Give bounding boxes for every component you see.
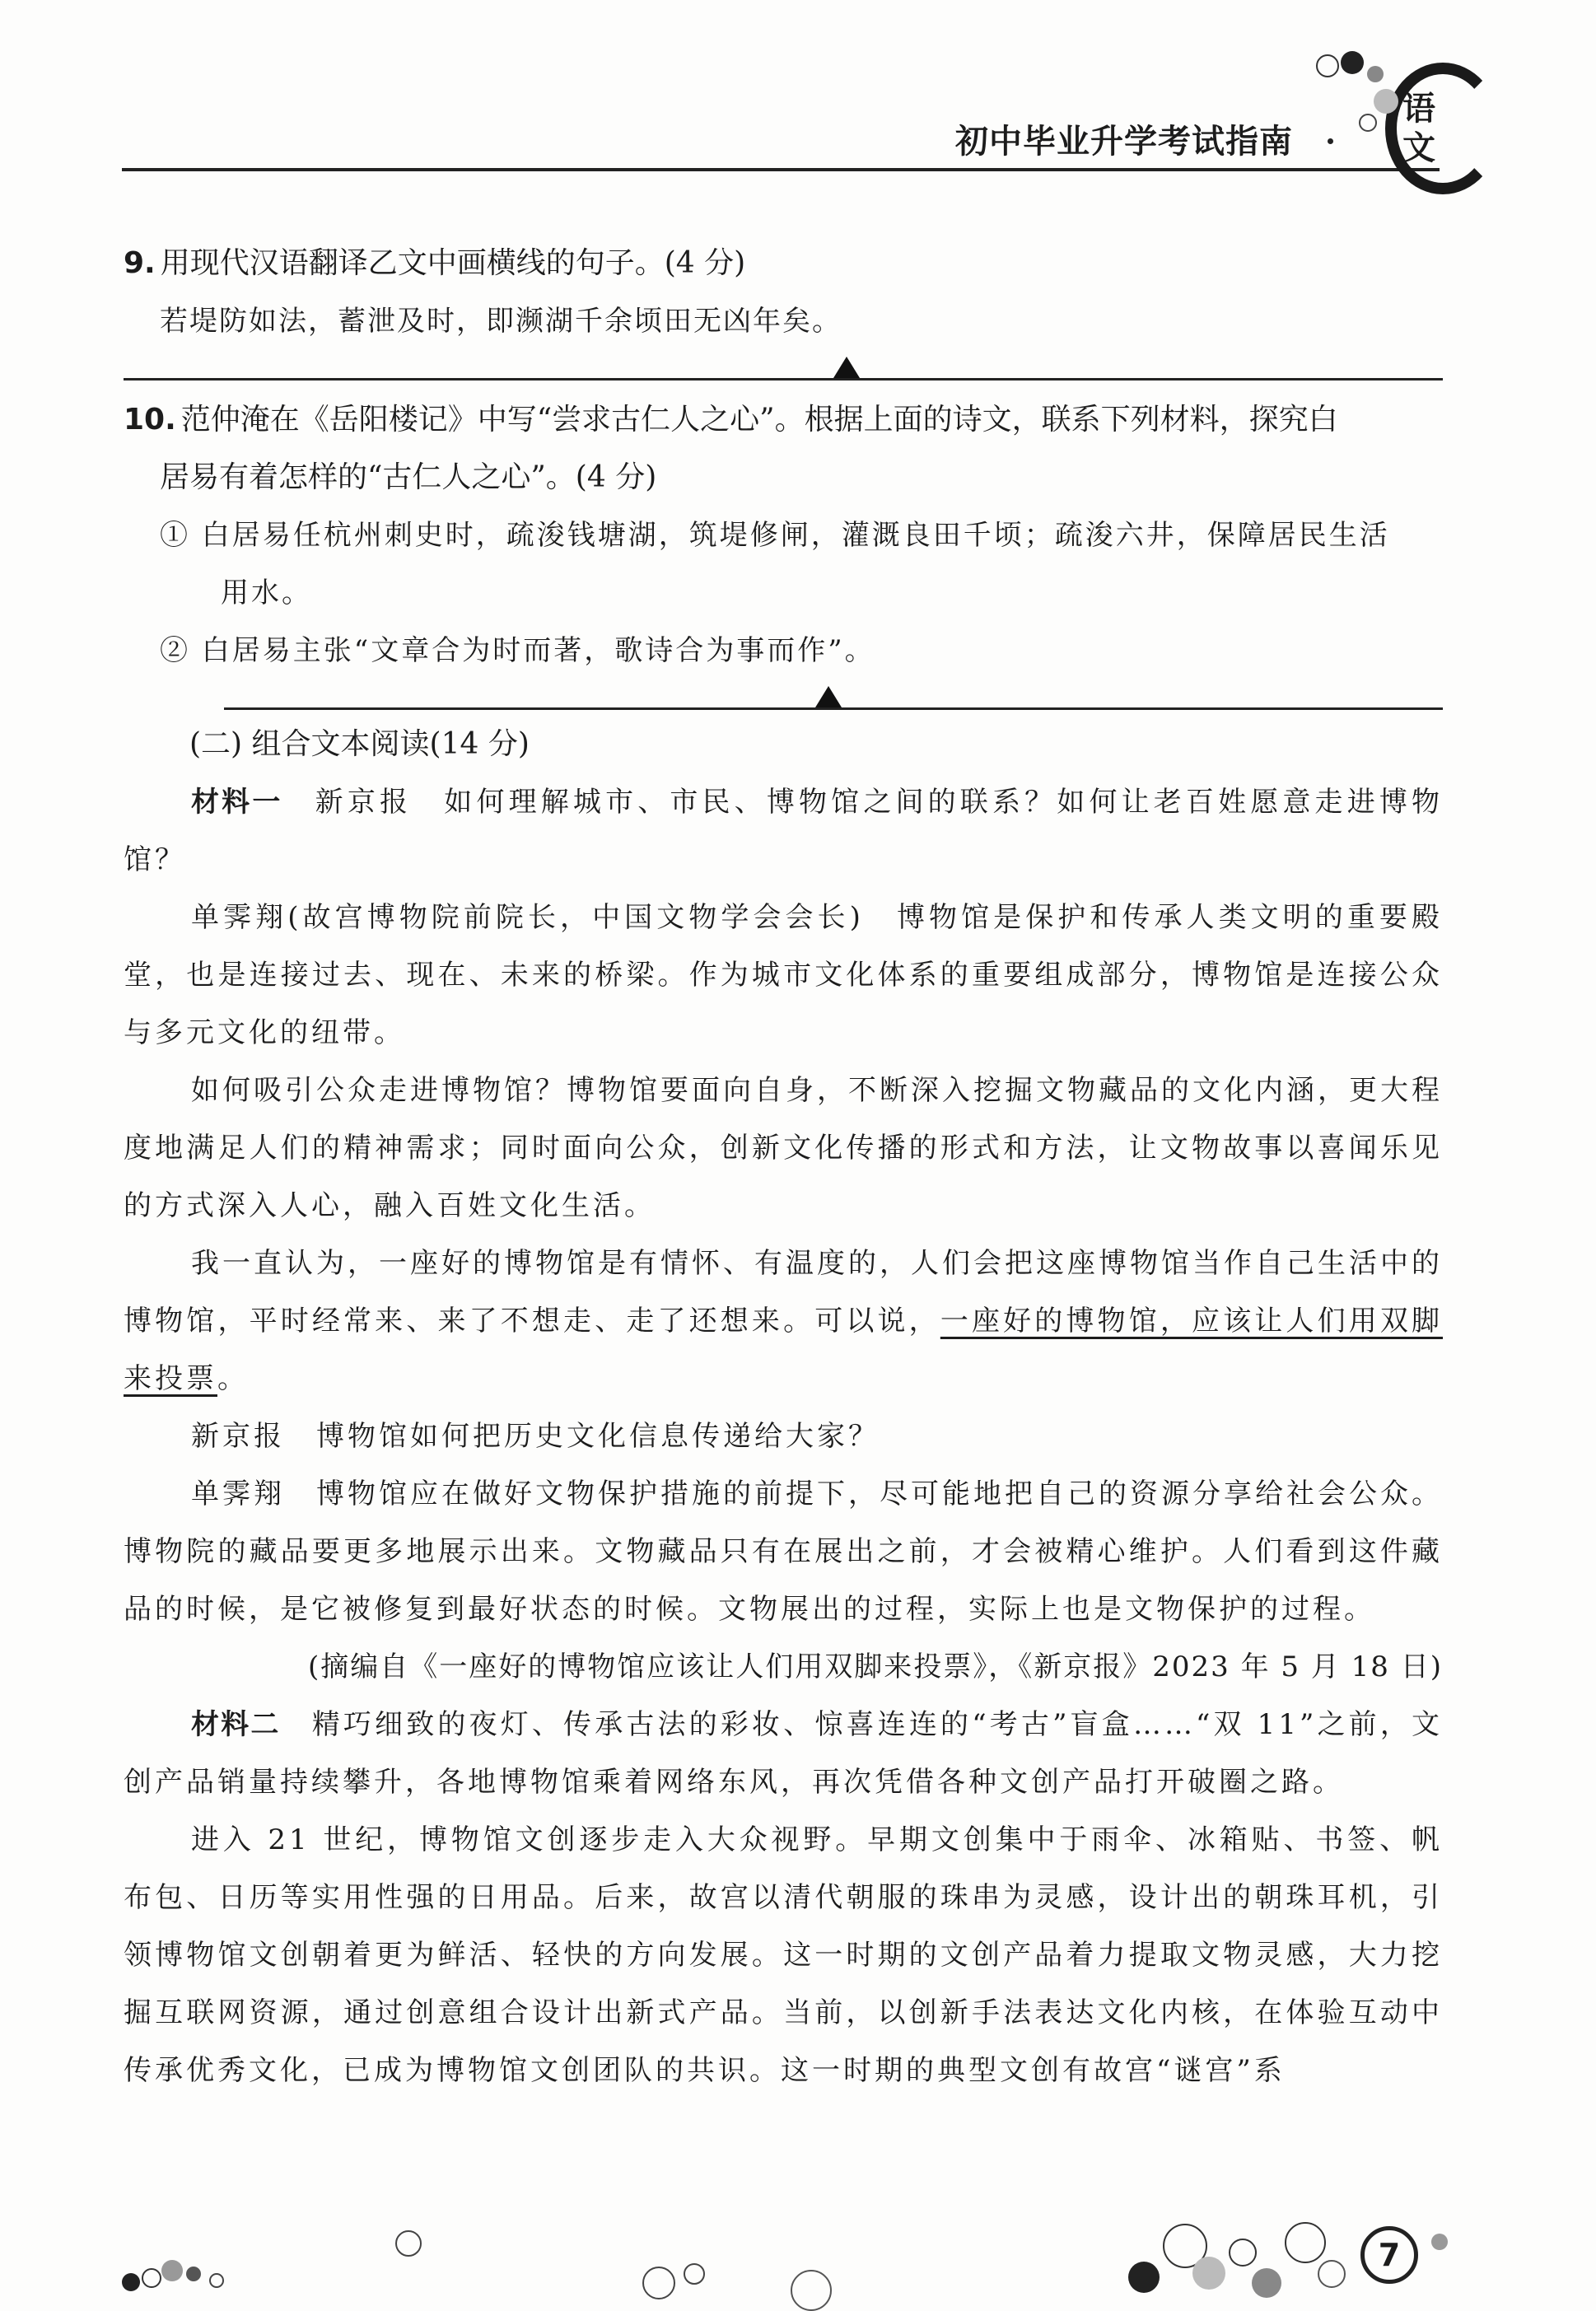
- deco-circle: [1431, 2234, 1448, 2250]
- deco-circle: [1128, 2262, 1160, 2293]
- paragraph: [124, 1235, 1443, 1408]
- section-heading: (二) 组合文本阅读(14 分): [189, 727, 530, 761]
- triangle-marker-icon: [815, 686, 842, 707]
- question-prompt: 用现代汉语翻译乙文中画横线的句子。(4 分): [160, 246, 746, 280]
- header-dot: [1328, 138, 1333, 144]
- paragraph-text: 精巧细致的夜灯、传承古法的彩妆、惊喜连连的“考古”盲盒……“双 11”之前，文创产品销量持续攀升，各地博物馆乘着网络东风，再次凭借各种文创产品打开破圈之路。: [124, 1708, 1444, 1799]
- deco-circle: [1252, 2268, 1281, 2298]
- deco-circle: [1367, 66, 1384, 82]
- deco-circle: [1359, 114, 1377, 132]
- deco-circle: [161, 2260, 183, 2281]
- paragraph-text: 我一直认为，一座好的博物馆是有情怀、有温度的，人们会把这座博物馆当作自己生活中的博物馆，平时经常来、来了不想走、走了还想来。可以说，: [124, 1247, 1443, 1338]
- question-prompt: 范仲淹在《岳阳楼记》中写“尝求古仁人之心”。根据上面的诗文，联系下列材料，探究白: [180, 403, 1338, 437]
- deco-circle: [1316, 54, 1339, 77]
- paragraph-text: 。: [217, 1362, 249, 1395]
- deco-circle: [186, 2267, 201, 2281]
- separator-rule: [124, 378, 1443, 380]
- paragraph: 单霁翔 博物馆应在做好文物保护措施的前提下，尽可能地把自己的资源分享给社会公众。博物院的藏品要更多地展示出来。文物藏品只有在展出之前，才会被精心维护。人们看到这件藏品的时候，是它被修复到最好状态的时候。文物展出的过程，实际上也是文物保护的过程。: [124, 1478, 1443, 1626]
- question-9: [124, 235, 1443, 292]
- subject-tab: [1400, 89, 1438, 168]
- deco-circle: [122, 2273, 140, 2291]
- paragraph: 新京报 博物馆如何把历史文化信息传递给大家？: [191, 1420, 880, 1453]
- deco-circle: [1285, 2222, 1326, 2263]
- material-label: 材料一: [191, 786, 283, 819]
- underlined-sentence: 一座好的博物馆，应该让人们用双脚来投票: [124, 1305, 1444, 1395]
- deco-circle: [1192, 2257, 1225, 2290]
- list-item-cont: 用水。: [221, 577, 312, 609]
- deco-circle: [791, 2270, 832, 2311]
- deco-circle: [1341, 51, 1364, 74]
- material-1-intro: [124, 773, 1443, 889]
- deco-circle: [1229, 2239, 1257, 2267]
- page-number: 7: [1360, 2226, 1418, 2284]
- page-content: [124, 235, 1443, 2099]
- book-title: 初中毕业升学考试指南: [955, 123, 1293, 161]
- subject-char-1: 语: [1402, 89, 1435, 128]
- question-10: [124, 391, 1443, 449]
- material-label: 材料二: [191, 1708, 281, 1741]
- triangle-marker-icon: [833, 357, 860, 378]
- separator-rule: [224, 707, 1443, 710]
- deco-circle: [395, 2230, 422, 2257]
- material-intro-text: 新京报 如何理解城市、市民、博物馆之间的联系？如何让老百姓愿意走进博物馆？: [124, 786, 1444, 876]
- question-number: 9.: [124, 246, 156, 280]
- question-prompt-cont: 居易有着怎样的“古仁人之心”。(4 分): [160, 460, 657, 494]
- paragraph: 进入 21 世纪，博物馆文创逐步走入大众视野。早期文创集中于雨伞、冰箱贴、书签、帆布包、日历等实用性强的日用品。后来，故宫以清代朝服的珠串为灵感，设计出的朝珠耳机，引领博物馆文创朝着更为鲜活、轻快的方向发展。这一时期的文创产品着力提取文物灵感，大力挖掘互联网资源，通过创意组合设计出新式产品。当前，以创新手法表达文化内核，在体验互动中传承优秀文化，已成为博物馆文创团队的共识。这一时期的典型文创有故宫“谜宫”系: [124, 1823, 1443, 2087]
- list-item: ① 白居易任杭州刺史时，疏浚钱塘湖，筑堤修闸，灌溉良田千顷；疏浚六井，保障居民生活: [160, 519, 1390, 552]
- question-number: 10.: [124, 403, 176, 437]
- paragraph: 如何吸引公众走进博物馆？博物馆要面向自身，不断深入挖掘文物藏品的文化内涵，更大程度地满足人们的精神需求；同时面向公众，创新文化传播的形式和方法，让文物故事以喜闻乐见的方式深入人心，融入百姓文化生活。: [124, 1074, 1443, 1222]
- deco-circle: [1374, 89, 1398, 114]
- deco-circle: [209, 2273, 224, 2288]
- material-2-intro: [124, 1696, 1443, 1811]
- subject-char-2: 文: [1402, 128, 1435, 167]
- deco-circle: [684, 2263, 705, 2285]
- source-citation: (摘编自《一座好的博物馆应该让人们用双脚来投票》，《新京报》2023 年 5 月 18 日): [308, 1650, 1443, 1683]
- header-rule: [122, 168, 1440, 171]
- answer-text: 若堤防如法，蓄泄及时，即濒湖千余顷田无凶年矣。: [160, 305, 842, 338]
- paragraph: 单霁翔(故宫博物院前院长，中国文物学会会长) 博物馆是保护和传承人类文明的重要殿堂，也是连接过去、现在、未来的桥梁。作为城市文化体系的重要组成部分，博物馆是连接公众与多元文化的纽带。: [124, 901, 1443, 1049]
- deco-circle: [1318, 2260, 1346, 2288]
- answer-separator: [124, 679, 1443, 712]
- answer-separator: [124, 350, 1443, 383]
- list-item: ② 白居易主张“文章合为时而著，歌诗合为事而作”。: [160, 634, 875, 667]
- deco-circle: [142, 2268, 161, 2288]
- deco-circle: [642, 2267, 675, 2299]
